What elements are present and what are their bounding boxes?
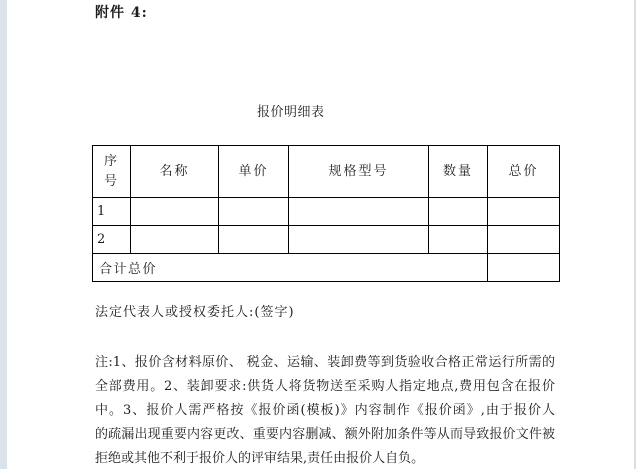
signature-line: 法定代表人或授权委托人:(签字) [95,305,295,320]
cell-row2-no: 2 [93,226,131,254]
cell-row2-name [131,226,219,254]
cell-grand-total-label: 合计总价 [93,254,488,282]
note-line-4: 的疏漏出现重要内容更改、重要内容删减、额外附加条件等从而导致报价文件被 [95,427,555,442]
col-header-total-price: 总价 [488,146,560,198]
cell-row1-qty [429,198,488,226]
cell-row2-total [488,226,560,254]
col-header-serial-no: 序号 [93,146,131,198]
table-row-2 [93,226,560,254]
note-line-5: 拒绝或其他不利于报价人的评审结果,责任由报价人自负。 [95,451,425,466]
col-header-unit-price: 单价 [219,146,289,198]
cell-row2-spec [289,226,429,254]
cell-grand-total-value [488,254,560,282]
cell-row2-qty [429,226,488,254]
document-title: 报价明细表 [257,105,325,120]
col-header-quantity: 数量 [429,146,488,198]
quotation-table [92,145,560,282]
table-footer-row [93,254,560,282]
col-header-name: 名称 [131,146,219,198]
cell-row1-unit-price [219,198,289,226]
cell-row1-spec [289,198,429,226]
note-line-1: 注:1、报价含材料原价、 税金、运输、装卸费等到货验收合格正常运行所需的 [95,355,555,370]
table-row-1 [93,198,560,226]
note-line-3: 中。3、报价人需严格按《报价函(模板)》内容制作《报价函》,由于报价人 [95,403,555,418]
cell-row1-no: 1 [93,198,131,226]
cell-row2-unit-price [219,226,289,254]
col-header-spec-model: 规格型号 [289,146,429,198]
note-line-2: 全部费用。2、装卸要求:供货人将货物送至采购人指定地点,费用包含在报价 [95,379,555,394]
attachment-label: 附件 4: [95,5,148,21]
cell-row1-total [488,198,560,226]
notes-paragraph [95,351,555,471]
table-header-row [93,146,560,198]
page-left-edge [0,0,7,469]
page-right-edge [634,0,636,469]
cell-row1-name [131,198,219,226]
